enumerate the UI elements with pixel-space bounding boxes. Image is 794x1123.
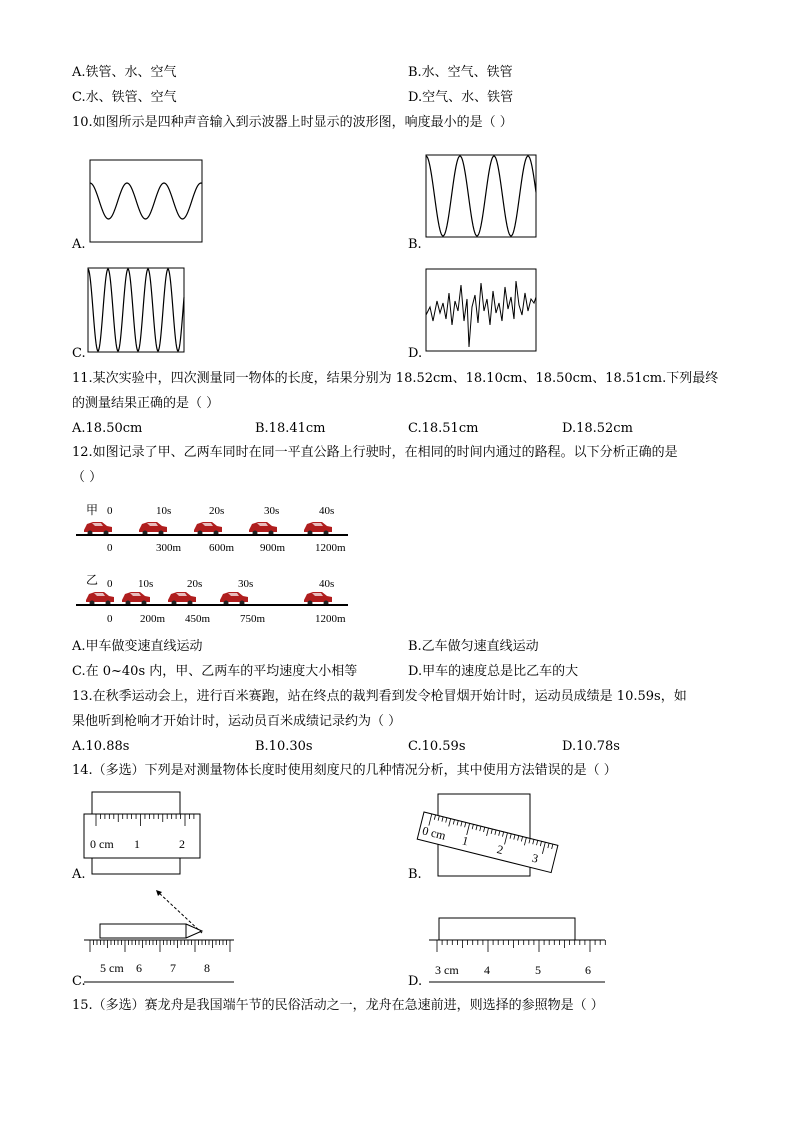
carA-distance-1: 300m: [156, 542, 182, 554]
q9-option-d: D.空气、水、铁管: [408, 90, 514, 105]
q12-option-d: D.甲车的速度总是比乙车的大: [408, 664, 579, 679]
q10-figure-a: [72, 155, 212, 254]
q12-option-a: A.甲车做变速直线运动: [72, 639, 203, 654]
q12-stem-line1: 12.如图记录了甲、乙两车同时在同一平直公路上行驶时，在相同的时间内通过的路程。以下分析正确的是: [72, 445, 678, 460]
q12-option-c: C.在 0~40s 内，甲、乙两车的平均速度大小相等: [72, 664, 358, 679]
q14-label-c: C.: [72, 974, 86, 989]
ruler-c-tick-2: 7: [170, 961, 176, 975]
q14-figure-d: [425, 912, 615, 991]
carA-time-3: 30s: [264, 505, 280, 517]
ruler-c-tick-0: 5 cm: [100, 961, 124, 975]
q10-label-c: C.: [72, 346, 86, 361]
q13-option-a: A.10.88s: [72, 739, 130, 754]
ruler-d-tick-0: 3 cm: [435, 963, 459, 977]
q14-figure-b: [410, 790, 570, 884]
ruler-a-tick-0: 0 cm: [90, 837, 114, 851]
carB-distance-4: 1200m: [315, 613, 346, 625]
carA-car-1: [139, 522, 167, 536]
q14-label-b: B.: [408, 867, 422, 882]
q11-option-b: B.18.41cm: [255, 421, 326, 436]
ruler-d-tick-2: 5: [535, 963, 541, 977]
carB-time-3: 30s: [238, 578, 254, 590]
q10-stem: 10.如图所示是四种声音输入到示波器上时显示的波形图，响度最小的是（ ）: [72, 115, 513, 130]
ruler-d-tick-1: 4: [484, 963, 490, 977]
q14-figure-c: [80, 886, 240, 990]
carA-distance-3: 900m: [260, 542, 286, 554]
carA-car-0: [84, 522, 112, 536]
carB-distance-3: 750m: [240, 613, 266, 625]
carB-car-1: [122, 592, 150, 606]
car-a-label: 甲: [86, 503, 99, 517]
q10-label-a: A.: [72, 237, 86, 252]
q12-option-b: B.乙车做匀速直线运动: [408, 639, 539, 654]
q11-stem-line2: 的测量结果正确的是（ ）: [72, 396, 220, 411]
q11-option-c: C.18.51cm: [408, 421, 479, 436]
q15-stem: 15.（多选）赛龙舟是我国端午节的民俗活动之一，龙舟在急速前进，则选择的参照物是（ ）: [72, 998, 604, 1013]
ruler-b-tick-0: 0 cm: [420, 823, 448, 843]
q13-stem-line2: 果他听到枪响才开始计时，运动员百米成绩记录约为（ ）: [72, 714, 402, 729]
q13-option-d: D.10.78s: [562, 739, 620, 754]
carB-time-4: 40s: [319, 578, 335, 590]
carB-car-2: [168, 592, 196, 606]
q14-label-a: A.: [72, 867, 86, 882]
q13-option-c: C.10.59s: [408, 739, 466, 754]
q14-stem: 14.（多选）下列是对测量物体长度时使用刻度尺的几种情况分析，其中使用方法错误的是（ ）: [72, 763, 617, 778]
carB-car-0: [86, 592, 114, 606]
q13-stem-line1: 13.在秋季运动会上，进行百米赛跑，站在终点的裁判看到发令枪冒烟开始计时，运动员成绩是 10.59s，如: [72, 689, 687, 704]
q10-label-b: B.: [408, 237, 422, 252]
q11-option-a: A.18.50cm: [72, 421, 143, 436]
carA-distance-4: 1200m: [315, 542, 346, 554]
q13-option-b: B.10.30s: [255, 739, 313, 754]
carA-time-1: 10s: [156, 505, 172, 517]
q10-label-d: D.: [408, 346, 423, 361]
carB-car-3: [220, 592, 248, 606]
carA-car-4: [304, 522, 332, 536]
ruler-a-tick-2: 2: [179, 837, 185, 851]
carA-car-3: [249, 522, 277, 536]
carB-car-4: [304, 592, 332, 606]
carB-distance-2: 450m: [185, 613, 211, 625]
q9-option-a: A.铁管、水、空气: [72, 65, 177, 80]
carA-car-2: [194, 522, 222, 536]
ruler-c-tick-3: 8: [204, 961, 210, 975]
carB-time-2: 20s: [187, 578, 203, 590]
q11-stem-line1: 11.某次实验中，四次测量同一物体的长度，结果分别为 18.52cm、18.10cm、18.50cm、18.51cm.下列最终: [72, 371, 719, 386]
ruler-b-tick-1: 1: [460, 833, 470, 849]
q14-label-d: D.: [408, 974, 423, 989]
carA-time-0: 0: [107, 505, 113, 517]
carA-distance-0: 0: [107, 542, 113, 554]
ruler-a-tick-1: 1: [134, 837, 140, 851]
carA-time-4: 40s: [319, 505, 335, 517]
carB-time-0: 0: [107, 578, 113, 590]
q12-stem-line2: （ ）: [72, 470, 103, 485]
q10-figure-c: [72, 263, 212, 362]
q10-figure-b: [408, 150, 548, 249]
q9-option-b: B.水、空气、铁管: [408, 65, 513, 80]
carA-distance-2: 600m: [209, 542, 235, 554]
ruler-b-tick-2: 2: [495, 842, 505, 858]
ruler-d-tick-3: 6: [585, 963, 591, 977]
q10-figure-d: [408, 263, 548, 362]
carB-time-1: 10s: [138, 578, 154, 590]
carA-time-2: 20s: [209, 505, 225, 517]
carB-distance-0: 0: [107, 613, 113, 625]
ruler-c-tick-1: 6: [136, 961, 142, 975]
q11-option-d: D.18.52cm: [562, 421, 633, 436]
q14-figure-a: [80, 790, 210, 884]
ruler-b-tick-3: 3: [530, 850, 540, 866]
car-b-label: 乙: [86, 573, 99, 587]
q12-figure: [72, 498, 362, 637]
carB-distance-1: 200m: [140, 613, 166, 625]
q9-option-c: C.水、铁管、空气: [72, 90, 177, 105]
